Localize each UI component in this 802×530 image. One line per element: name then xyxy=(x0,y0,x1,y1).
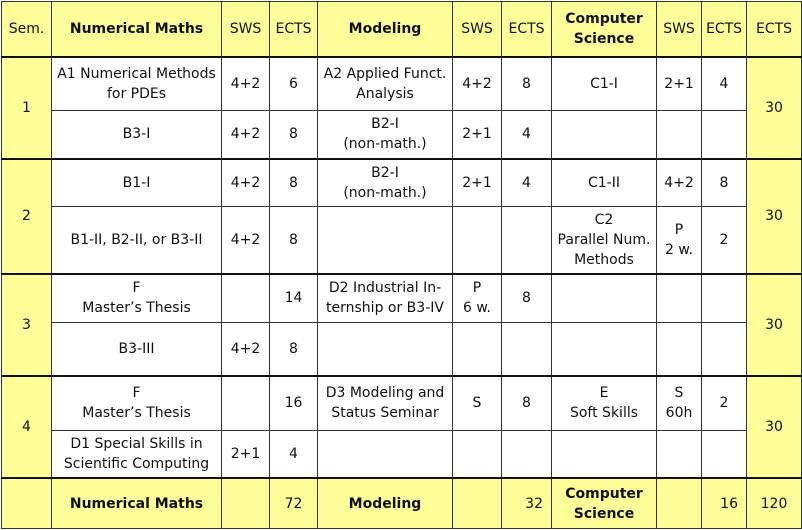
ects-header: ECTS xyxy=(270,2,318,57)
table-row xyxy=(2,430,802,478)
empty-cell xyxy=(657,478,702,528)
empty-cell xyxy=(552,322,657,376)
ects-cell: 4 xyxy=(702,57,747,111)
course-cell: D1 Special Skills in Scientific Computing xyxy=(52,430,222,478)
numerical-maths-header: Numerical Maths xyxy=(52,2,222,57)
modeling-header: Modeling xyxy=(318,2,453,57)
computer-science-header: Computer Science xyxy=(552,2,657,57)
ects-cell: 6 xyxy=(270,57,318,111)
semester-label: 3 xyxy=(2,274,52,376)
empty-cell xyxy=(702,111,747,159)
table-row xyxy=(2,322,802,376)
sws-cell: 2+1 xyxy=(657,57,702,111)
empty-cell xyxy=(318,322,453,376)
table-row xyxy=(2,57,802,111)
curriculum-table xyxy=(1,1,802,529)
course-cell: E Soft Skills xyxy=(552,376,657,430)
table-row xyxy=(2,207,802,274)
ects-cell: 8 xyxy=(502,274,552,322)
sws-cell: S xyxy=(453,376,502,430)
semester-label: 1 xyxy=(2,57,52,159)
sws-header: SWS xyxy=(657,2,702,57)
ects-cell: 8 xyxy=(270,159,318,207)
course-cell: C2 Parallel Num. Methods xyxy=(552,207,657,274)
empty-cell xyxy=(453,430,502,478)
sws-cell: 4+2 xyxy=(222,159,270,207)
empty-cell xyxy=(702,430,747,478)
numerical-maths-total: 72 xyxy=(270,478,318,528)
course-cell: F Master’s Thesis xyxy=(52,274,222,322)
sws-cell: P 6 w. xyxy=(453,274,502,322)
course-cell: B3-I xyxy=(52,111,222,159)
course-cell: A2 Applied Funct. Analysis xyxy=(318,57,453,111)
empty-cell xyxy=(453,478,502,528)
course-cell: B2-I (non-math.) xyxy=(318,159,453,207)
empty-cell xyxy=(552,430,657,478)
empty-cell xyxy=(657,430,702,478)
semester-total: 30 xyxy=(747,159,802,274)
course-cell: B1-I xyxy=(52,159,222,207)
ects-cell: 8 xyxy=(702,159,747,207)
ects-cell: 8 xyxy=(270,111,318,159)
course-cell: B2-I (non-math.) xyxy=(318,111,453,159)
sws-cell: 4+2 xyxy=(222,207,270,274)
ects-cell: 8 xyxy=(270,322,318,376)
sws-cell: 4+2 xyxy=(222,111,270,159)
ects-header: ECTS xyxy=(502,2,552,57)
empty-cell xyxy=(502,322,552,376)
empty-cell xyxy=(2,478,52,528)
ects-cell: 4 xyxy=(502,111,552,159)
ects-header: ECTS xyxy=(702,2,747,57)
computer-science-total: 16 xyxy=(702,478,747,528)
empty-cell xyxy=(657,322,702,376)
sws-cell: 2+1 xyxy=(453,111,502,159)
semester-total: 30 xyxy=(747,57,802,159)
modeling-footer: Modeling xyxy=(318,478,453,528)
empty-cell xyxy=(453,322,502,376)
grand-total: 120 xyxy=(747,478,802,528)
sws-header: SWS xyxy=(453,2,502,57)
course-cell: B1-II, B2-II, or B3-II xyxy=(52,207,222,274)
ects-cell: 4 xyxy=(502,159,552,207)
empty-cell xyxy=(702,322,747,376)
course-cell: A1 Numerical Methods for PDEs xyxy=(52,57,222,111)
ects-cell: 14 xyxy=(270,274,318,322)
semester-label: 4 xyxy=(2,376,52,478)
table-row xyxy=(2,111,802,159)
course-cell: B3-III xyxy=(52,322,222,376)
sws-header: SWS xyxy=(222,2,270,57)
sws-cell: 2+1 xyxy=(222,430,270,478)
semester-label: 2 xyxy=(2,159,52,274)
empty-cell xyxy=(453,207,502,274)
ects-cell: 8 xyxy=(502,57,552,111)
empty-cell xyxy=(502,430,552,478)
sws-cell: S 60h xyxy=(657,376,702,430)
empty-cell xyxy=(318,207,453,274)
ects-cell: 8 xyxy=(270,207,318,274)
computer-science-footer: Computer Science xyxy=(552,478,657,528)
empty-cell xyxy=(222,376,270,430)
ects-total-header: ECTS xyxy=(747,2,802,57)
totals-row xyxy=(2,478,802,528)
table-row xyxy=(2,274,802,322)
empty-cell xyxy=(657,274,702,322)
empty-cell xyxy=(657,111,702,159)
ects-cell: 2 xyxy=(702,207,747,274)
course-cell: F Master’s Thesis xyxy=(52,376,222,430)
sws-cell: 4+2 xyxy=(222,322,270,376)
sws-cell: 4+2 xyxy=(657,159,702,207)
table-row xyxy=(2,376,802,430)
semester-total: 30 xyxy=(747,274,802,376)
modeling-total: 32 xyxy=(502,478,552,528)
table-row xyxy=(2,159,802,207)
ects-cell: 2 xyxy=(702,376,747,430)
numerical-maths-footer: Numerical Maths xyxy=(52,478,222,528)
empty-cell xyxy=(502,207,552,274)
sws-cell: P 2 w. xyxy=(657,207,702,274)
sws-cell: 4+2 xyxy=(453,57,502,111)
sws-cell: 4+2 xyxy=(222,57,270,111)
empty-cell xyxy=(552,274,657,322)
ects-cell: 16 xyxy=(270,376,318,430)
empty-cell xyxy=(222,478,270,528)
sws-cell: 2+1 xyxy=(453,159,502,207)
ects-cell: 8 xyxy=(502,376,552,430)
empty-cell xyxy=(222,274,270,322)
header-row xyxy=(2,2,802,57)
sem-header: Sem. xyxy=(2,2,52,57)
semester-total: 30 xyxy=(747,376,802,478)
course-cell: D3 Modeling and Status Seminar xyxy=(318,376,453,430)
empty-cell xyxy=(552,111,657,159)
course-cell: C1-II xyxy=(552,159,657,207)
ects-cell: 4 xyxy=(270,430,318,478)
course-cell: C1-I xyxy=(552,57,657,111)
empty-cell xyxy=(702,274,747,322)
empty-cell xyxy=(318,430,453,478)
course-cell: D2 Industrial In- ternship or B3-IV xyxy=(318,274,453,322)
